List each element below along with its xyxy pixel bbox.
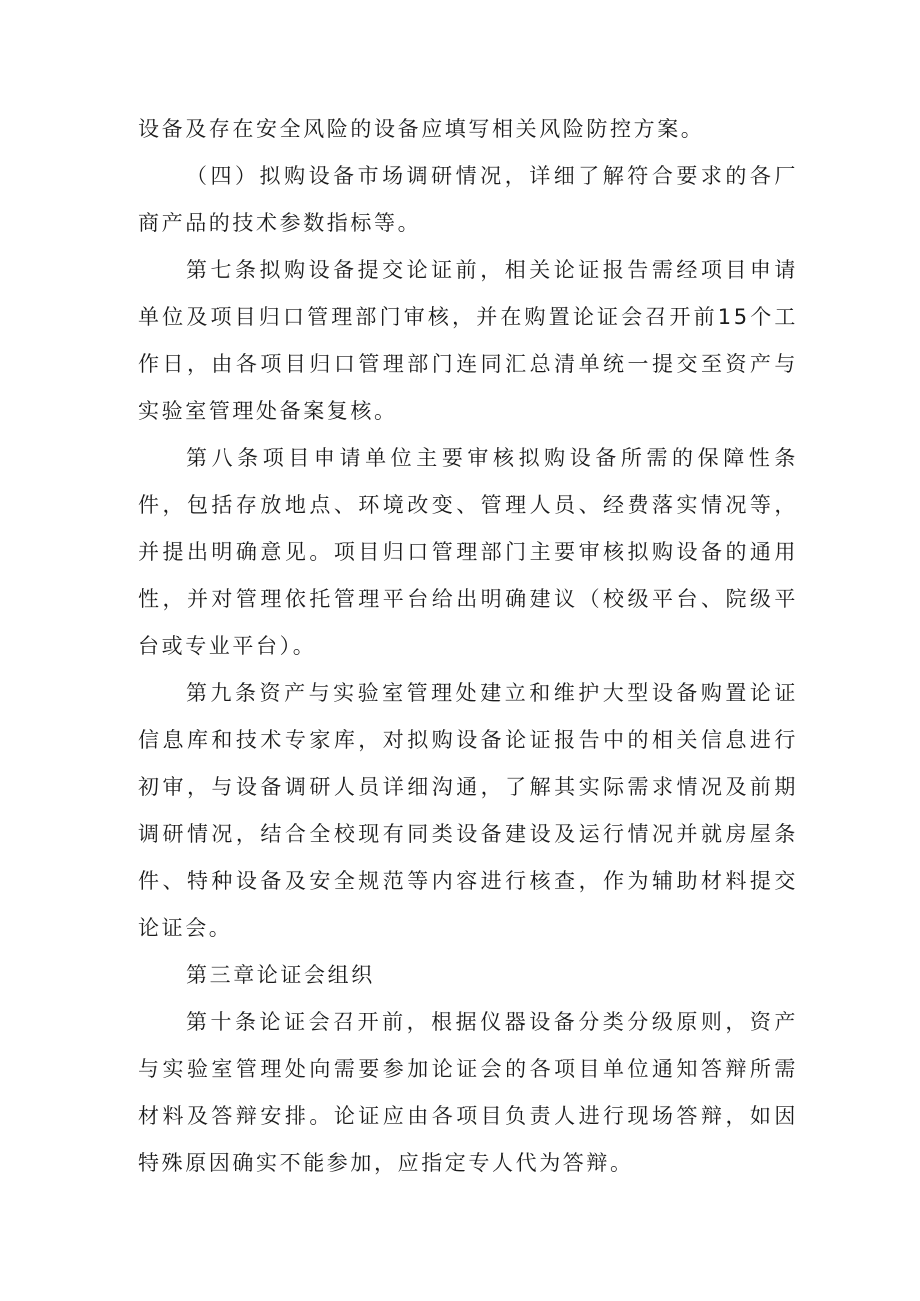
chapter-heading-3: 第三章论证会组织 <box>186 963 375 987</box>
paragraph-article-8: 第八条项目申请单位主要审核拟购设备所需的保障性条件，包括存放地点、环境改变、管理人员、经费落实情况等，并提出明确意见。项目归口管理部门主要审核拟购设备的通用性，并对管理依托管理平台给出明确建议（校级平台、院级平台或专业平台）。 <box>138 446 798 658</box>
paragraph-article-9: 第九条资产与实验室管理处建立和维护大型设备购置论证信息库和技术专家库，对拟购设备论证报告中的相关信息进行初审，与设备调研人员详细沟通，了解其实际需求情况及前期调研情况，结合全校现有同类设备建设及运行情况并就房屋条件、特种设备及安全规范等内容进行核查，作为辅助材料提交论证会。 <box>138 681 798 940</box>
paragraph-item-4: （四）拟购设备市场调研情况，详细了解符合要求的各厂商产品的技术参数指标等。 <box>138 164 798 235</box>
paragraph-continuation: 设备及存在安全风险的设备应填写相关风险防控方案。 <box>138 117 705 141</box>
document-body <box>138 106 798 1187</box>
paragraph-article-7: 第七条拟购设备提交论证前，相关论证报告需经项目申请单位及项目归口管理部门审核，并在购置论证会召开前15个工作日，由各项目归口管理部门连同汇总清单统一提交至资产与实验室管理处备案复核。 <box>138 258 798 423</box>
paragraph-article-10: 第十条论证会召开前，根据仪器设备分类分级原则，资产与实验室管理处向需要参加论证会的各项目单位通知答辩所需材料及答辩安排。论证应由各项目负责人进行现场答辩，如因特殊原因确实不能参加，应指定专人代为答辩。 <box>138 1010 798 1175</box>
